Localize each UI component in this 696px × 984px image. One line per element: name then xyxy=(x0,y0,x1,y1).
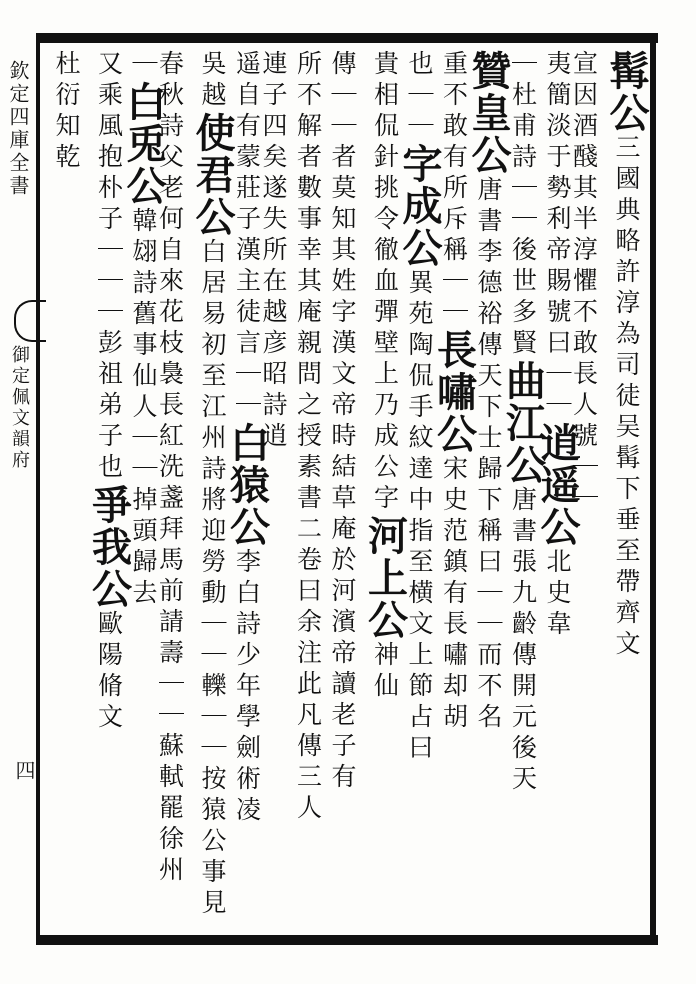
entry-text: 傳｜｜者莫知其姓字漢文帝時結草庵於河濱帝讀老子有 xyxy=(328,50,357,794)
entry-text: 連子四矣遂失所在越彦昭詩逍 xyxy=(259,50,288,453)
entry-text: 北史韋 xyxy=(543,548,572,641)
bottom-rule xyxy=(36,935,658,945)
entry-text: 所不解者數事幸其庵親問之授素書二卷曰余注此凡傳三人 xyxy=(293,50,323,825)
entry-heading: 字成公 xyxy=(396,143,443,269)
text-column xyxy=(189,50,236,920)
entry-text: 韓翃詩舊事仙人｜｜掉頭歸去 xyxy=(129,207,158,610)
entry-heading: 曲江公 xyxy=(499,360,547,486)
fish-tail-mark xyxy=(14,300,46,342)
entry-text: 宋史范鎮有長嘯却胡 xyxy=(439,455,469,734)
entry-text: 吳越 xyxy=(198,50,227,112)
entry-text: 下稱曰｜｜而不名 xyxy=(474,486,503,734)
entry-text: 三國典略許淳為司徒吴髯下垂至帶齊文 xyxy=(612,134,641,661)
entry-text: 也｜｜ xyxy=(405,50,434,143)
text-column xyxy=(396,50,443,765)
text-column xyxy=(330,50,355,794)
entry-text: 李白詩少年學劍術凌 xyxy=(232,548,262,827)
text-column xyxy=(85,50,133,734)
entry-heading: 白兎公 xyxy=(120,81,167,207)
text-column xyxy=(361,50,409,703)
entry-heading: 白猿公 xyxy=(223,422,271,548)
entry-text: 神仙 xyxy=(370,641,400,703)
entry-heading: 贊皇公 xyxy=(465,50,512,176)
entry-text: 異苑陶侃手紋達中指至横文上節占曰 xyxy=(405,269,434,765)
entry-heading: 髯公 xyxy=(603,50,650,134)
entry-text: 歐陽脩文 xyxy=(94,610,124,734)
text-column xyxy=(534,50,581,641)
page-number: 四 xyxy=(12,760,36,783)
entry-text: 重不敢有所斥稱｜｜ xyxy=(439,50,469,329)
entry-heading: 使君公 xyxy=(189,112,236,238)
entry-text: 遥自有蒙莊子漢主徒言｜｜ xyxy=(232,50,262,422)
entry-text: 詩父老何自來花枝裊長紅洗盞拜馬前請壽｜｜蘇軾罷徐州 xyxy=(155,112,185,887)
entry-heading: 逍遥公 xyxy=(534,422,581,548)
left-rule xyxy=(36,33,40,945)
top-rule xyxy=(36,33,658,43)
entry-text: 春秋 xyxy=(155,50,185,112)
entry-text: 杜衍知乾 xyxy=(52,50,81,174)
book-subtitle: 御定佩文韻府 xyxy=(9,345,30,471)
entry-text: 白居易初至江州詩將迎勞動｜｜轢｜｜按猿公事見 xyxy=(198,238,227,920)
entry-text: 貴相侃針挑令徹血彈壁上乃成公字 xyxy=(370,50,400,515)
entry-text: 又乘風抱朴子｜｜｜彭祖弟子也 xyxy=(94,50,124,484)
entry-heading: 爭我公 xyxy=(85,484,133,610)
entry-text: 宣因酒醆其半淳懼不敢長人號｜｜ xyxy=(569,50,599,515)
entry-text: ｜ xyxy=(129,50,158,81)
entry-text: 唐書張九齡傳開元後天 xyxy=(508,486,538,796)
book-title: 欽定四庫全書 xyxy=(6,60,30,198)
entry-text: ｜杜甫詩｜｜後世多賢 xyxy=(508,50,538,360)
entry-text: 夷簡淡于勢利帝賜號曰｜｜ xyxy=(543,50,572,422)
entry-heading: 長嘯公 xyxy=(430,329,478,455)
text-column xyxy=(54,50,79,174)
right-rule xyxy=(650,33,656,945)
text-column xyxy=(603,50,650,661)
entry-heading: 河上公 xyxy=(361,515,409,641)
entry-text: 唐書李德裕傳天下士歸 xyxy=(474,176,503,486)
text-column xyxy=(293,50,323,825)
